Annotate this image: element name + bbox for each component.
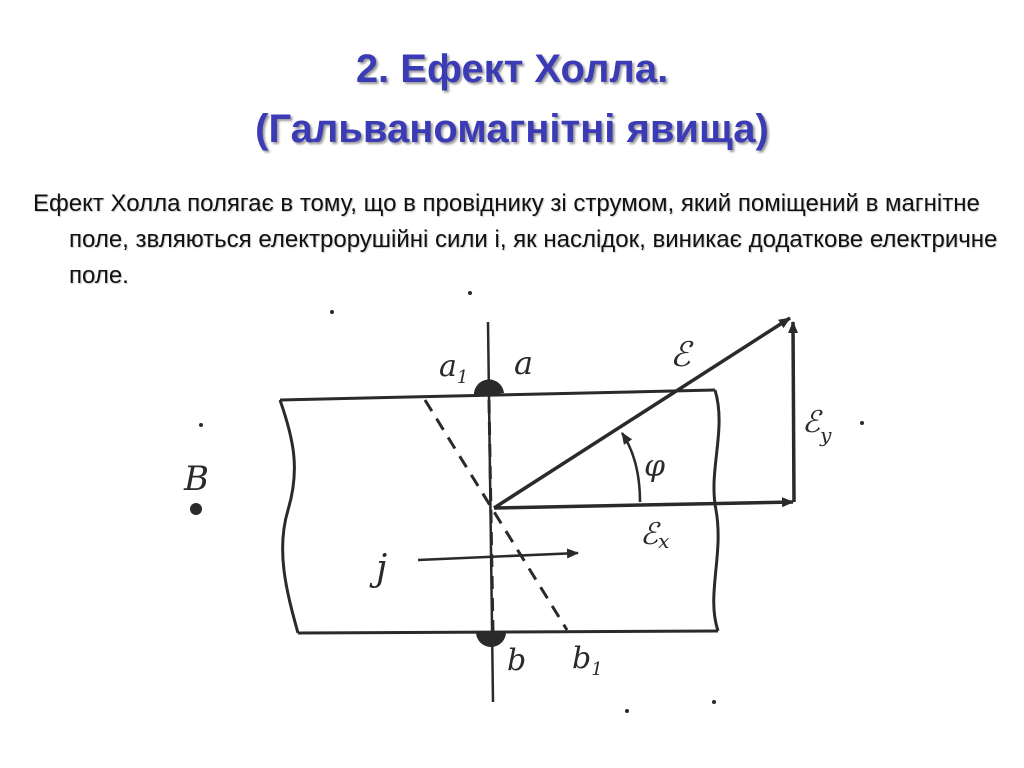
field-vector-E (494, 318, 790, 508)
field-vector-Ey (793, 322, 794, 502)
label-b1: $b_1$ (572, 641, 603, 680)
speck (199, 423, 203, 427)
label-Ex: ℰx (640, 517, 670, 553)
magnetic-field-dot (190, 503, 202, 515)
speck (468, 291, 472, 295)
speck (712, 700, 716, 704)
plate-bottom-edge (298, 631, 718, 633)
label-a: a (514, 344, 534, 382)
speck (625, 709, 629, 713)
angle-phi-arc (622, 433, 640, 502)
label-Ey: ℰ$_y$ (802, 405, 832, 447)
label-B: B (184, 459, 209, 499)
contact-b (476, 632, 506, 647)
equipotential-dashed-slanted (425, 400, 567, 630)
speck (330, 310, 334, 314)
plate-left-break (280, 400, 298, 633)
label-b: b (507, 643, 527, 678)
slide-paragraph: Ефект Холла полягає в тому, що в провіднику зі струмом, який поміщений в магнітне поле, звляються електрорушійні сили і, як наслідок, виникає додаткове електричне поле. (33, 190, 998, 289)
slide-title: 2. Ефект Холла. (355, 47, 669, 91)
field-vector-Ex (494, 502, 793, 508)
label-a1: $a_1$ (439, 349, 469, 388)
speck (860, 421, 864, 425)
slide-subtitle: (Гальваномагнітні явища) (255, 107, 769, 151)
label-j: j (376, 548, 388, 589)
plate-right-break (714, 390, 719, 631)
conductor-plate (280, 390, 719, 633)
current-arrow-j (418, 553, 578, 560)
label-E: ℰ (670, 335, 691, 375)
label-phi: φ (644, 449, 666, 484)
